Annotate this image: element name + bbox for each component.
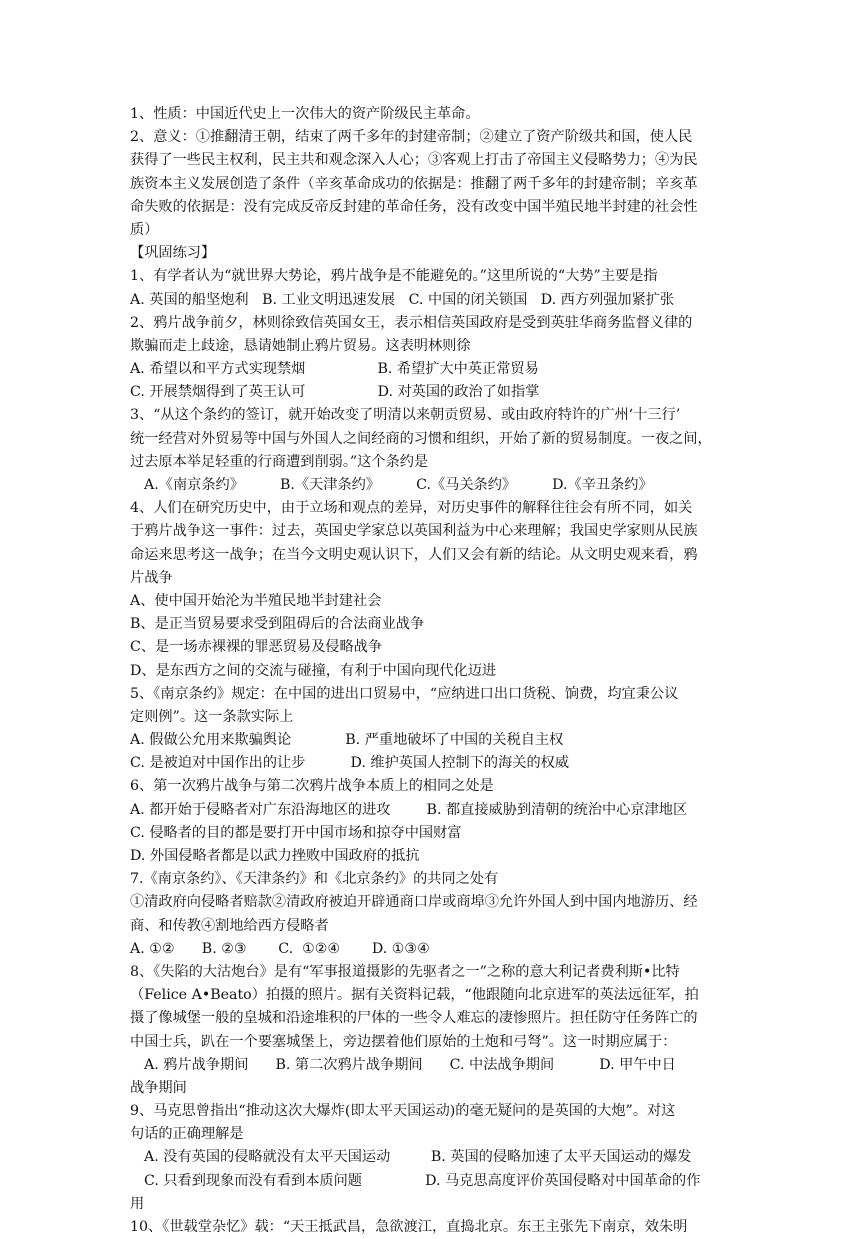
text-line: 中国士兵，趴在一个要塞城堡上，旁边摆着他们原始的土炮和弓弩”。这一时期应属于： (130, 1033, 677, 1050)
text-line: 摄了像城堡一般的皇城和沿途堆积的尸体的一些令人难忘的凄惨照片。担任防守任务阵亡的 (130, 1010, 698, 1027)
options-line: A. 假做公允用来欺骗舆论 B. 严重地破坏了中国的关税自主权 (130, 732, 564, 749)
option-line: B、是正当贸易要求受到阻碍后的合法商业战争 (130, 616, 425, 633)
options-line: A. ①② B. ②③ C. ①②④ D. ①③④ (130, 940, 430, 957)
text-line: 定则例”。这一条款实际上 (130, 708, 294, 725)
option-line: C、是一场赤裸裸的罪恶贸易及侵略战争 (130, 639, 383, 656)
question-2: 2、鸦片战争前夕，林则徐致信英国女王，表示相信英国政府是受到英驻华商务监督义律的 (130, 314, 693, 331)
text-line: 欺骗而走上歧途，恳请她制止鸦片贸易。这表明林则徐 (130, 337, 471, 354)
question-6: 6、第一次鸦片战争与第二次鸦片战争本质上的相同之处是 (130, 778, 494, 795)
options-line: A.《南京条约》 B.《天津条约》 C.《马关条约》 D.《辛丑条约》 (144, 477, 653, 493)
options-line: A. 英国的船坚炮利 B. 工业文明迅速发展 C. 中国的闭关锁国 D. 西方列强加紧扩张 (130, 291, 675, 308)
section-heading: 【巩固练习】 (130, 245, 216, 262)
options-line: A. 希望以和平方式实现禁烟 B. 希望扩大中英正常贸易 (130, 361, 539, 378)
options-line: A. 鸦片战争期间 B. 第二次鸦片战争期间 C. 中法战争期间 D. 甲午中日 (144, 1056, 676, 1073)
question-9: 9、马克思曾指出“推动这次大爆炸(即太平天国运动)的毫无疑问的是英国的大炮”。对这 (130, 1103, 676, 1120)
options-line: C. 只看到现象而没有看到本质问题 D. 马克思高度评价英国侵略对中国革命的作 (144, 1172, 701, 1189)
text-line: 片战争 (130, 569, 173, 586)
text-line: 战争期间 (130, 1079, 187, 1096)
text-line: 获得了一些民主权利，民主共和观念深入人心；③客观上打击了帝国主义侵略势力；④为民 (130, 152, 698, 169)
text-line: 商、和传教④割地给西方侵略者 (130, 917, 329, 934)
text-line: 用 (130, 1195, 145, 1212)
text-line: ①清政府向侵略者赔款②清政府被迫开辟通商口岸或商埠③允许外国人到中国内地游历、经 (130, 894, 698, 911)
options-line: C. 开展禁烟得到了英王认可 D. 对英国的政治了如指掌 (130, 384, 540, 401)
option-line: D、是东西方之间的交流与碰撞，有利于中国向现代化迈进 (130, 662, 497, 679)
question-1: 1、有学者认为“就世界大势论，鸦片战争是不能避免的。”这里所说的“大势”主要是指 (130, 268, 658, 285)
option-line: C. 侵略者的目的都是要打开中国市场和掠夺中国财富 (130, 824, 462, 841)
options-line: A. 没有英国的侵略就没有太平天国运动 B. 英国的侵略加速了太平天国运动的爆发 (144, 1149, 692, 1166)
text-line: 于鸦片战争这一事件：过去，英国史学家总以英国利益为中心来理解；我国史学家则从民族 (130, 523, 698, 540)
text-line: 2、意义：①推翻清王朝，结束了两千多年的封建帝制；②建立了资产阶级共和国，使人民 (130, 129, 693, 146)
text-line: 命失败的依据是：没有完成反帝反封建的革命任务，没有改变中国半殖民地半封建的社会性 (130, 198, 698, 215)
option-line: A、使中国开始沦为半殖民地半封建社会 (130, 592, 382, 609)
question-4: 4、人们在研究历史中，由于立场和观点的差异，对历史事件的解释往往会有所不同，如关 (130, 500, 693, 517)
text-line: 质） (130, 221, 159, 238)
question-10: 10、《世载堂杂忆》载：“天王抵武昌，急欲渡江，直捣北京。东王主张先下南京，效朱明 (130, 1219, 688, 1235)
text-line: 句话的正确理解是 (130, 1126, 244, 1143)
text-line: 命运来思考这一战争；在当今文明史观认识下，人们又会有新的结论。从文明史观来看，鸦 (130, 546, 698, 563)
question-3: 3、“从这个条约的签订，就开始改变了明清以来朝贡贸易、或由政府特许的广州‘十三行’ (130, 407, 681, 424)
options-line: A. 都开始于侵略者对广东沿海地区的进攻 B. 都直接威胁到清朝的统治中心京津地区 (130, 801, 688, 818)
option-line: D. 外国侵略者都是以武力挫败中国政府的抵抗 (130, 848, 420, 864)
text-line: 族资本主义发展创造了条件（辛亥革命成功的依据是：推翻了两千多年的封建帝制；辛亥革 (130, 175, 698, 192)
question-7: 7.《南京条约》、《天津条约》和《北京条约》的共同之处有 (130, 871, 499, 888)
question-5: 5、《南京条约》规定：在中国的进出口贸易中，“应纳进口出口货税、饷费，均宜秉公议 (130, 685, 679, 702)
text-line: 过去原本举足轻重的行商遭到削弱。”这个条约是 (130, 453, 429, 470)
text-line: （Felice A•Beato）拍摄的照片。据有关资料记载，“他跟随向北京进军的英法远征军，拍 (130, 987, 699, 1004)
text-line: 统一经营对外贸易等中国与外国人之间经商的习惯和组织，开始了新的贸易制度。一夜之间， (130, 430, 712, 447)
options-line: C. 是被迫对中国作出的让步 D. 维护英国人控制下的海关的权威 (130, 755, 570, 772)
document-page (130, 103, 740, 1239)
question-8: 8、《失陷的大沽炮台》是有“军事报道摄影的先驱者之一”之称的意大利记者费利斯•比特 (130, 963, 680, 980)
text-line: 1、性质：中国近代史上一次伟大的资产阶级民主革命。 (130, 106, 480, 122)
